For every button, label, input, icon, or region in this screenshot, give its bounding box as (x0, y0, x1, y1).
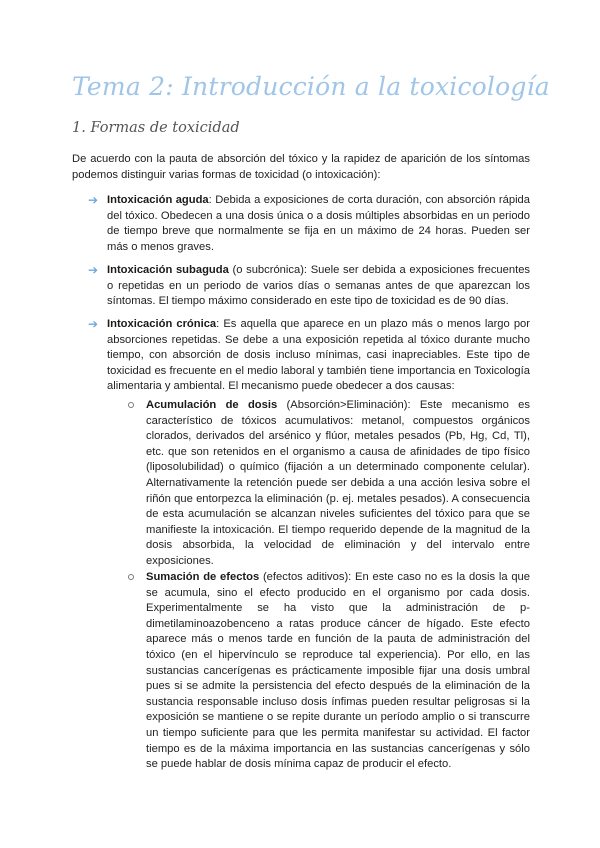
page-title: Tema 2: Introducción a la toxicología (72, 72, 550, 101)
sub-item-text (146, 398, 530, 570)
list-item-text (107, 317, 530, 395)
term-description: : Debida a exposiciones de corta duración, con absorción rápida del tóxico. Obedecen a una dosis única o a dosis múltiples absorbidas en un periodo de tiempo breve que normalmente se fija en un máximo de 24 horas. Pueden ser más o menos graves. (107, 194, 530, 253)
term-label: Intoxicación subaguda (107, 264, 229, 276)
circle-bullet-icon (128, 402, 134, 408)
list-item-text (107, 193, 530, 255)
term-label: Intoxicación aguda (107, 194, 209, 206)
term-description: (o subcrónica): Suele ser debida a exposiciones frecuentes o repetidas en un periodo de varios días o semanas antes de que aparezcan los síntomas. El tiempo máximo considerado en este tipo de toxicidad es de 90 días. (107, 264, 531, 308)
arrow-right-icon: ➔ (88, 317, 99, 331)
term-label: Intoxicación crónica (107, 318, 217, 330)
sub-item-text (146, 570, 530, 773)
term-description: (efectos aditivos): En este caso no es la dosis la que se acumula, sino el efecto producido en el organismo por cada dosis. Experimentalmente se ha visto que la administración de p-dimetilaminoazobenceno a ratas produce cáncer de hígado. Este efecto aparece más o menos tarde en función de la pauta de administración del tóxico (en el hipervínculo se reproduce tal experiencia). Por ello, en las sustancias cancerígenas es prácticamente imposible fijar una dosis umbral pues si se admite la persistencia del efecto después de la eliminación de la sustancia responsable incluso dosis ínfimas pueden resultar peligrosas si la exposición se mantiene o se repite durante un período amplio o si transcurre un tiempo suficiente para que les permita manifestar su actividad. El factor tiempo es de la máxima importancia en las sustancias cancerígenas y sólo se puede hablar de dosis mínima capaz de producir el efecto. (146, 571, 530, 771)
circle-bullet-icon (128, 574, 134, 580)
term-description: (Absorción>Eliminación): Este mecanismo es característico de tóxicos acumulativos: metanol, compuestos orgánicos clorados, derivados del arsénico y flúor, metales pesados (Pb, Hg, Cd, Tl), etc. que son retenidos en el organismo a causa de afinidades de tipo físico (liposolubilidad) o químico (fijación a un determinado componente celular). Alternativamente la retención puede ser debida a una acción lesiva sobre el riñón que entorpezca la eliminación (p. ej. metales pesados). A consecuencia de esta acumulación se alcanzan niveles suficientes del tóxico para que se manifieste la intoxicación. El tiempo requerido depende de la magnitud de la dosis absorbida, la velocidad de eliminación y del intervalo entre exposiciones. (146, 399, 530, 567)
term-label: Acumulación de dosis (146, 399, 278, 411)
term-label: Sumación de efectos (146, 571, 260, 583)
list-item-text (107, 263, 530, 310)
intro-paragraph: De acuerdo con la pauta de absorción del tóxico y la rapidez de aparición de los síntomas podemos distinguir varias formas de toxicidad (o intoxicación): (72, 153, 530, 181)
arrow-right-icon: ➔ (88, 263, 99, 277)
section-heading: 1. Formas de toxicidad (72, 120, 240, 136)
arrow-right-icon: ➔ (88, 193, 99, 207)
term-description: : Es aquella que aparece en un plazo más o menos largo por absorciones repetidas. Se debe a una exposición repetida al tóxico durante mucho tiempo, con absorción de dosis incluso mínimas, casi inapreciables. Este tipo de toxicidad es frecuente en el medio laboral y también tiene importancia en Toxicología alimentaria y ambiental. El mecanismo puede obedecer a dos causas: (107, 318, 530, 393)
